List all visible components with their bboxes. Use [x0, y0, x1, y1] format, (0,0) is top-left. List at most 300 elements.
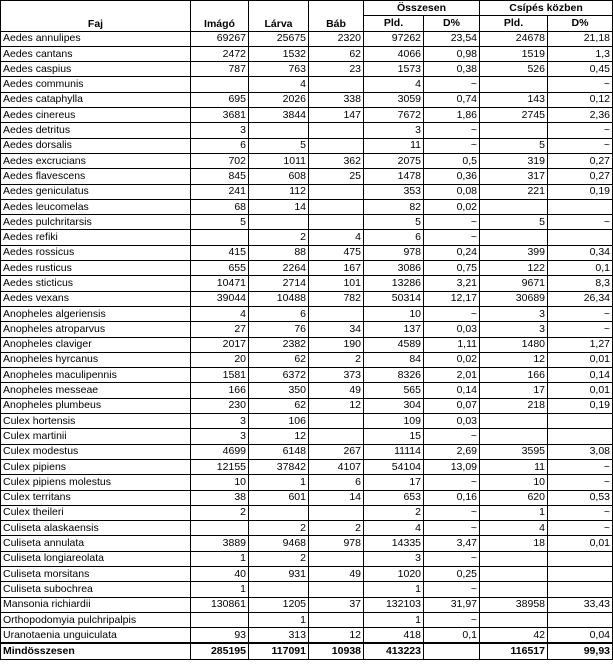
table-row [1, 551, 613, 566]
larva-count-cell: 608 [249, 169, 309, 184]
bite-dpct-cell: ~ [548, 505, 613, 520]
total-pld-cell: 137 [364, 322, 424, 337]
imago-count-cell: 69267 [191, 31, 249, 46]
total-pld-cell: 353 [364, 184, 424, 199]
total-pld-cell: 97262 [364, 31, 424, 46]
larva-count-cell: 2382 [249, 337, 309, 352]
bite-pld-cell: 218 [480, 398, 548, 413]
imago-count-cell: 2 [191, 505, 249, 520]
total-dpct-cell: 0,07 [424, 398, 480, 413]
bite-dpct-cell: ~ [548, 521, 613, 536]
table-row [1, 153, 613, 168]
col-header-bite-dpct: D% [548, 16, 613, 31]
total-dpct-cell: 0,36 [424, 169, 480, 184]
species-name-cell: Aedes vexans [1, 291, 191, 306]
imago-count-cell: 1 [191, 551, 249, 566]
bite-dpct-cell [548, 414, 613, 429]
total-dpct-cell: ~ [424, 230, 480, 245]
bite-dpct-cell: ~ [548, 215, 613, 230]
table-row [1, 337, 613, 352]
larva-count-cell: 313 [249, 628, 309, 644]
table-row [1, 444, 613, 459]
imago-count-cell: 3 [191, 414, 249, 429]
total-dpct-cell: 0,98 [424, 46, 480, 61]
imago-count-cell: 6 [191, 138, 249, 153]
imago-count-cell: 1581 [191, 368, 249, 383]
table-row [1, 276, 613, 291]
bite-dpct-cell [548, 199, 613, 214]
total-bite-pld-cell: 116517 [480, 643, 548, 659]
total-dpct-cell: ~ [424, 475, 480, 490]
bite-dpct-cell: 0,12 [548, 92, 613, 107]
imago-count-cell: 4699 [191, 444, 249, 459]
bite-pld-cell: 30689 [480, 291, 548, 306]
total-larva-count-cell: 117091 [249, 643, 309, 659]
bite-pld-cell: 18 [480, 536, 548, 551]
larva-count-cell: 14 [249, 199, 309, 214]
bite-dpct-cell: ~ [548, 138, 613, 153]
total-pld-cell: 82 [364, 199, 424, 214]
total-total-pld-cell: 413223 [364, 643, 424, 659]
larva-count-cell: 62 [249, 352, 309, 367]
table-row [1, 398, 613, 413]
table-row [1, 261, 613, 276]
bite-dpct-cell: 2,36 [548, 108, 613, 123]
imago-count-cell: 415 [191, 245, 249, 260]
total-dpct-cell: 0,38 [424, 62, 480, 77]
species-name-cell: Culiseta annulata [1, 536, 191, 551]
bite-pld-cell: 143 [480, 92, 548, 107]
larva-count-cell: 25675 [249, 31, 309, 46]
total-dpct-cell: 13,09 [424, 459, 480, 474]
species-name-cell: Culiseta morsitans [1, 566, 191, 581]
total-pld-cell: 565 [364, 383, 424, 398]
bab-count-cell: 782 [309, 291, 364, 306]
larva-count-cell: 1 [249, 612, 309, 627]
table-row [1, 138, 613, 153]
bite-dpct-cell: 0,27 [548, 169, 613, 184]
bite-pld-cell: 9671 [480, 276, 548, 291]
species-name-cell: Aedes detritus [1, 123, 191, 138]
table-row [1, 429, 613, 444]
table-row [1, 215, 613, 230]
imago-count-cell: 10471 [191, 276, 249, 291]
table-row [1, 77, 613, 92]
species-name-cell: Culiseta longiareolata [1, 551, 191, 566]
total-pld-cell: 1573 [364, 62, 424, 77]
total-dpct-cell: 0,02 [424, 352, 480, 367]
larva-count-cell: 5 [249, 138, 309, 153]
bite-pld-cell [480, 551, 548, 566]
bab-count-cell: 49 [309, 383, 364, 398]
imago-count-cell: 39044 [191, 291, 249, 306]
bite-pld-cell: 221 [480, 184, 548, 199]
table-row [1, 597, 613, 612]
species-name-cell: Aedes rusticus [1, 261, 191, 276]
species-name-cell: Aedes refiki [1, 230, 191, 245]
total-dpct-cell: 0,02 [424, 199, 480, 214]
bite-pld-cell: 2745 [480, 108, 548, 123]
bite-dpct-cell [548, 612, 613, 627]
total-dpct-cell: 0,75 [424, 261, 480, 276]
bite-dpct-cell: 8,3 [548, 276, 613, 291]
species-name-cell: Anopheles atroparvus [1, 322, 191, 337]
species-name-cell: Culex pipiens molestus [1, 475, 191, 490]
imago-count-cell: 655 [191, 261, 249, 276]
bite-pld-cell: 42 [480, 628, 548, 644]
imago-count-cell: 787 [191, 62, 249, 77]
species-name-cell: Culex martinii [1, 429, 191, 444]
imago-count-cell: 2472 [191, 46, 249, 61]
table-row [1, 352, 613, 367]
table-row [1, 414, 613, 429]
total-pld-cell: 17 [364, 475, 424, 490]
larva-count-cell: 1011 [249, 153, 309, 168]
species-name-cell: Aedes annulipes [1, 31, 191, 46]
table-row [1, 368, 613, 383]
larva-count-cell: 931 [249, 566, 309, 581]
bite-dpct-cell: 3,08 [548, 444, 613, 459]
table-row [1, 92, 613, 107]
bite-pld-cell: 399 [480, 245, 548, 260]
larva-count-cell: 9468 [249, 536, 309, 551]
imago-count-cell: 27 [191, 322, 249, 337]
bab-count-cell [309, 199, 364, 214]
larva-count-cell: 2264 [249, 261, 309, 276]
total-pld-cell: 132103 [364, 597, 424, 612]
bite-dpct-cell: 0,19 [548, 398, 613, 413]
bite-dpct-cell: 0,14 [548, 368, 613, 383]
larva-count-cell: 76 [249, 322, 309, 337]
total-imago-count-cell: 285195 [191, 643, 249, 659]
species-name-cell: Aedes rossicus [1, 245, 191, 260]
table-row [1, 536, 613, 551]
total-dpct-cell: ~ [424, 429, 480, 444]
total-dpct-cell: 3,47 [424, 536, 480, 551]
table-row [1, 612, 613, 627]
table-row [1, 62, 613, 77]
imago-count-cell [191, 230, 249, 245]
bab-count-cell: 373 [309, 368, 364, 383]
bite-pld-cell: 1519 [480, 46, 548, 61]
bite-pld-cell [480, 77, 548, 92]
total-pld-cell: 11114 [364, 444, 424, 459]
species-name-cell: Anopheles plumbeus [1, 398, 191, 413]
species-name-cell: Aedes flavescens [1, 169, 191, 184]
bite-pld-cell: 166 [480, 368, 548, 383]
species-name-cell: Aedes communis [1, 77, 191, 92]
bab-count-cell: 49 [309, 566, 364, 581]
bab-count-cell: 12 [309, 628, 364, 644]
bab-count-cell: 25 [309, 169, 364, 184]
imago-count-cell: 241 [191, 184, 249, 199]
species-name-cell: Aedes cataphylla [1, 92, 191, 107]
bite-dpct-cell: ~ [548, 322, 613, 337]
imago-count-cell: 40 [191, 566, 249, 581]
larva-count-cell: 12 [249, 429, 309, 444]
total-pld-cell: 6 [364, 230, 424, 245]
total-dpct-cell: 23,54 [424, 31, 480, 46]
total-dpct-cell: ~ [424, 582, 480, 597]
total-pld-cell: 1478 [364, 169, 424, 184]
table-row [1, 521, 613, 536]
total-pld-cell: 14335 [364, 536, 424, 551]
bab-count-cell: 190 [309, 337, 364, 352]
table-row [1, 169, 613, 184]
total-dpct-cell: 2,69 [424, 444, 480, 459]
bite-dpct-cell: 0,01 [548, 383, 613, 398]
col-header-imago: Imágó [191, 1, 249, 32]
total-dpct-cell: ~ [424, 123, 480, 138]
bite-dpct-cell: 33,43 [548, 597, 613, 612]
bite-pld-cell: 38958 [480, 597, 548, 612]
bab-count-cell [309, 215, 364, 230]
bite-pld-cell: 3 [480, 306, 548, 321]
bite-dpct-cell: ~ [548, 306, 613, 321]
bite-dpct-cell [548, 582, 613, 597]
total-pld-cell: 4066 [364, 46, 424, 61]
table-body [1, 31, 613, 659]
bite-dpct-cell: 0,53 [548, 490, 613, 505]
bab-count-cell: 338 [309, 92, 364, 107]
table-row [1, 230, 613, 245]
larva-count-cell [249, 582, 309, 597]
table-row [1, 490, 613, 505]
bite-dpct-cell: 0,04 [548, 628, 613, 644]
total-pld-cell: 7672 [364, 108, 424, 123]
total-dpct-cell: 1,86 [424, 108, 480, 123]
total-species-name-cell: Mindösszesen [1, 643, 191, 659]
table-row [1, 306, 613, 321]
larva-count-cell: 4 [249, 77, 309, 92]
larva-count-cell [249, 215, 309, 230]
total-pld-cell: 4 [364, 77, 424, 92]
bite-pld-cell: 5 [480, 215, 548, 230]
bab-count-cell: 475 [309, 245, 364, 260]
bite-pld-cell: 317 [480, 169, 548, 184]
total-dpct-cell: 0,16 [424, 490, 480, 505]
imago-count-cell: 1 [191, 582, 249, 597]
bab-count-cell: 978 [309, 536, 364, 551]
bite-pld-cell: 4 [480, 521, 548, 536]
bab-count-cell: 167 [309, 261, 364, 276]
imago-count-cell: 230 [191, 398, 249, 413]
bab-count-cell: 4 [309, 230, 364, 245]
species-name-cell: Aedes pulchritarsis [1, 215, 191, 230]
larva-count-cell: 88 [249, 245, 309, 260]
total-bab-count-cell: 10938 [309, 643, 364, 659]
bab-count-cell: 362 [309, 153, 364, 168]
species-name-cell: Culex hortensis [1, 414, 191, 429]
total-pld-cell: 109 [364, 414, 424, 429]
bite-pld-cell: 24678 [480, 31, 548, 46]
bite-dpct-cell: 1,27 [548, 337, 613, 352]
table-row [1, 505, 613, 520]
species-name-cell: Culex pipiens [1, 459, 191, 474]
bab-count-cell: 34 [309, 322, 364, 337]
total-pld-cell: 1020 [364, 566, 424, 581]
bab-count-cell: 14 [309, 490, 364, 505]
imago-count-cell: 166 [191, 383, 249, 398]
total-dpct-cell: ~ [424, 521, 480, 536]
total-dpct-cell: 1,11 [424, 337, 480, 352]
total-pld-cell: 3 [364, 551, 424, 566]
bab-count-cell [309, 551, 364, 566]
larva-count-cell: 601 [249, 490, 309, 505]
larva-count-cell [249, 123, 309, 138]
table-row [1, 459, 613, 474]
bite-pld-cell: 10 [480, 475, 548, 490]
bab-count-cell [309, 414, 364, 429]
total-pld-cell: 50314 [364, 291, 424, 306]
bite-pld-cell: 1480 [480, 337, 548, 352]
total-pld-cell: 4589 [364, 337, 424, 352]
bite-dpct-cell: ~ [548, 77, 613, 92]
bite-dpct-cell [548, 551, 613, 566]
larva-count-cell: 6372 [249, 368, 309, 383]
bite-pld-cell [480, 566, 548, 581]
imago-count-cell: 68 [191, 199, 249, 214]
imago-count-cell: 4 [191, 306, 249, 321]
bite-pld-cell [480, 123, 548, 138]
total-dpct-cell: 0,03 [424, 322, 480, 337]
total-pld-cell: 5 [364, 215, 424, 230]
imago-count-cell: 3 [191, 123, 249, 138]
imago-count-cell: 845 [191, 169, 249, 184]
bite-pld-cell: 5 [480, 138, 548, 153]
total-pld-cell: 1 [364, 582, 424, 597]
total-dpct-cell: ~ [424, 306, 480, 321]
table-row [1, 184, 613, 199]
bite-pld-cell: 17 [480, 383, 548, 398]
total-dpct-cell: ~ [424, 138, 480, 153]
table-row [1, 582, 613, 597]
bab-count-cell: 4107 [309, 459, 364, 474]
bab-count-cell: 62 [309, 46, 364, 61]
table-row [1, 123, 613, 138]
bab-count-cell [309, 505, 364, 520]
species-name-cell: Uranotaenia unguiculata [1, 628, 191, 644]
total-dpct-cell: 0,25 [424, 566, 480, 581]
larva-count-cell: 2 [249, 230, 309, 245]
larva-count-cell: 62 [249, 398, 309, 413]
imago-count-cell: 5 [191, 215, 249, 230]
bite-dpct-cell: 26,34 [548, 291, 613, 306]
larva-count-cell: 1532 [249, 46, 309, 61]
bite-pld-cell: 122 [480, 261, 548, 276]
total-pld-cell: 978 [364, 245, 424, 260]
imago-count-cell [191, 521, 249, 536]
total-pld-cell: 2075 [364, 153, 424, 168]
larva-count-cell: 112 [249, 184, 309, 199]
imago-count-cell [191, 77, 249, 92]
bite-pld-cell: 12 [480, 352, 548, 367]
table-row [1, 475, 613, 490]
table-row [1, 628, 613, 644]
imago-count-cell: 2017 [191, 337, 249, 352]
total-pld-cell: 11 [364, 138, 424, 153]
bab-count-cell [309, 123, 364, 138]
total-dpct-cell: 0,5 [424, 153, 480, 168]
imago-count-cell: 20 [191, 352, 249, 367]
bite-dpct-cell: 0,27 [548, 153, 613, 168]
total-dpct-cell: 0,03 [424, 414, 480, 429]
total-dpct-cell: 3,21 [424, 276, 480, 291]
bite-dpct-cell: 1,3 [548, 46, 613, 61]
total-dpct-cell: 0,14 [424, 383, 480, 398]
bite-dpct-cell: ~ [548, 475, 613, 490]
bab-count-cell [309, 306, 364, 321]
larva-count-cell: 350 [249, 383, 309, 398]
total-pld-cell: 1 [364, 612, 424, 627]
total-dpct-cell: ~ [424, 612, 480, 627]
species-name-cell: Aedes leucomelas [1, 199, 191, 214]
bite-dpct-cell: ~ [548, 459, 613, 474]
table-row [1, 108, 613, 123]
bite-pld-cell [480, 582, 548, 597]
total-pld-cell: 3086 [364, 261, 424, 276]
larva-count-cell: 1 [249, 475, 309, 490]
imago-count-cell: 10 [191, 475, 249, 490]
col-header-larva: Lárva [249, 1, 309, 32]
species-name-cell: Culex territans [1, 490, 191, 505]
table-row [1, 566, 613, 581]
imago-count-cell: 702 [191, 153, 249, 168]
bab-count-cell [309, 138, 364, 153]
total-pld-cell: 8326 [364, 368, 424, 383]
bab-count-cell: 12 [309, 398, 364, 413]
imago-count-cell: 3681 [191, 108, 249, 123]
total-pld-cell: 84 [364, 352, 424, 367]
col-header-total-dpct: D% [424, 16, 480, 31]
bite-dpct-cell: 21,18 [548, 31, 613, 46]
species-name-cell: Anopheles claviger [1, 337, 191, 352]
bab-count-cell [309, 429, 364, 444]
bab-count-cell: 2 [309, 521, 364, 536]
bite-dpct-cell: 0,45 [548, 62, 613, 77]
bite-dpct-cell: ~ [548, 123, 613, 138]
larva-count-cell: 2 [249, 521, 309, 536]
larva-count-cell: 1205 [249, 597, 309, 612]
total-pld-cell: 13286 [364, 276, 424, 291]
bite-pld-cell [480, 414, 548, 429]
bab-count-cell: 101 [309, 276, 364, 291]
col-group-osszesen: Összesen [364, 1, 480, 16]
col-header-total-pld: Pld. [364, 16, 424, 31]
species-name-cell: Orthopodomyia pulchripalpis [1, 612, 191, 627]
species-name-cell: Aedes dorsalis [1, 138, 191, 153]
bite-pld-cell: 620 [480, 490, 548, 505]
bite-pld-cell: 1 [480, 505, 548, 520]
total-dpct-cell: 0,08 [424, 184, 480, 199]
bite-pld-cell [480, 612, 548, 627]
total-row [1, 643, 613, 659]
species-name-cell: Anopheles algeriensis [1, 306, 191, 321]
total-dpct-cell: 31,97 [424, 597, 480, 612]
imago-count-cell: 93 [191, 628, 249, 644]
bite-dpct-cell [548, 566, 613, 581]
larva-count-cell [249, 505, 309, 520]
species-name-cell: Anopheles messeae [1, 383, 191, 398]
species-name-cell: Culex theileri [1, 505, 191, 520]
total-pld-cell: 10 [364, 306, 424, 321]
imago-count-cell: 3889 [191, 536, 249, 551]
bite-dpct-cell [548, 230, 613, 245]
total-dpct-cell: 12,17 [424, 291, 480, 306]
species-name-cell: Aedes cinereus [1, 108, 191, 123]
col-header-bite-pld: Pld. [480, 16, 548, 31]
larva-count-cell: 3844 [249, 108, 309, 123]
